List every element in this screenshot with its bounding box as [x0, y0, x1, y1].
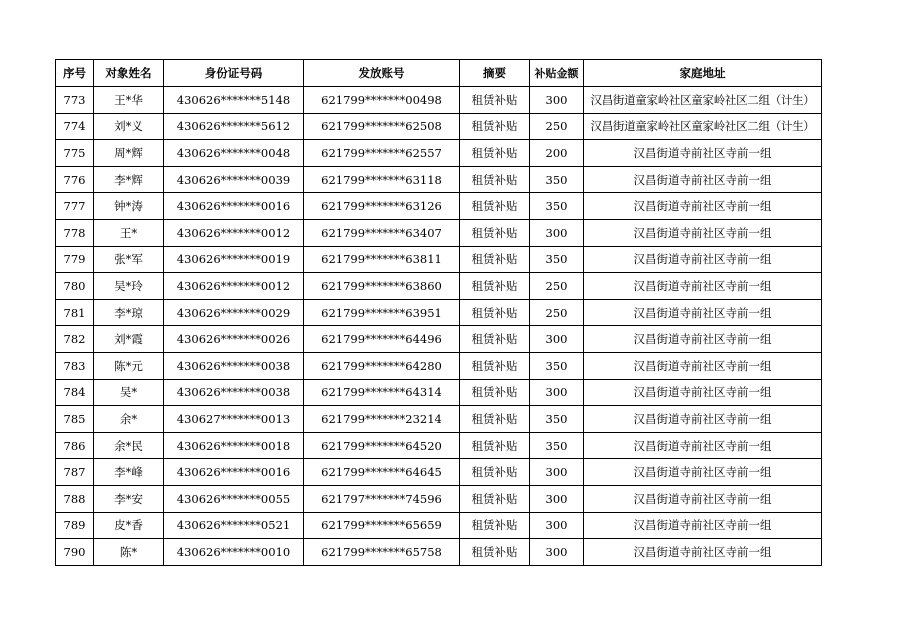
cell-amount: 350 — [530, 246, 584, 273]
cell-summary: 租赁补贴 — [460, 485, 530, 512]
table-row — [56, 352, 822, 379]
cell-summary: 租赁补贴 — [460, 539, 530, 566]
cell-seq: 787 — [56, 459, 94, 486]
table-row — [56, 379, 822, 406]
cell-id-number: 430626*******0010 — [164, 539, 304, 566]
cell-address: 汉昌街道寺前社区寺前一组 — [584, 485, 822, 512]
cell-account: 621799*******63118 — [304, 166, 460, 193]
cell-address: 汉昌街道寺前社区寺前一组 — [584, 379, 822, 406]
cell-name: 王*华 — [94, 87, 164, 114]
table-row — [56, 485, 822, 512]
cell-id-number: 430626*******0048 — [164, 140, 304, 167]
cell-id-number: 430626*******0016 — [164, 193, 304, 220]
cell-summary: 租赁补贴 — [460, 432, 530, 459]
header-name: 对象姓名 — [94, 60, 164, 87]
cell-amount: 300 — [530, 379, 584, 406]
cell-address: 汉昌街道寺前社区寺前一组 — [584, 459, 822, 486]
cell-account: 621799*******64496 — [304, 326, 460, 353]
cell-summary: 租赁补贴 — [460, 140, 530, 167]
cell-account: 621799*******64520 — [304, 432, 460, 459]
cell-id-number: 430627*******0013 — [164, 406, 304, 433]
cell-address: 汉昌街道童家岭社区童家岭社区二组（计生） — [584, 87, 822, 114]
cell-address: 汉昌街道寺前社区寺前一组 — [584, 193, 822, 220]
cell-name: 吴* — [94, 379, 164, 406]
cell-summary: 租赁补贴 — [460, 379, 530, 406]
cell-summary: 租赁补贴 — [460, 352, 530, 379]
cell-amount: 350 — [530, 352, 584, 379]
cell-seq: 781 — [56, 299, 94, 326]
table-row — [56, 113, 822, 140]
cell-address: 汉昌街道寺前社区寺前一组 — [584, 432, 822, 459]
cell-seq: 786 — [56, 432, 94, 459]
cell-account: 621799*******64280 — [304, 352, 460, 379]
cell-address: 汉昌街道寺前社区寺前一组 — [584, 140, 822, 167]
cell-seq: 774 — [56, 113, 94, 140]
cell-address: 汉昌街道寺前社区寺前一组 — [584, 406, 822, 433]
cell-id-number: 430626*******0016 — [164, 459, 304, 486]
cell-seq: 789 — [56, 512, 94, 539]
table-row — [56, 87, 822, 114]
cell-address: 汉昌街道寺前社区寺前一组 — [584, 512, 822, 539]
cell-name: 余* — [94, 406, 164, 433]
cell-seq: 777 — [56, 193, 94, 220]
cell-id-number: 430626*******0521 — [164, 512, 304, 539]
cell-id-number: 430626*******0038 — [164, 379, 304, 406]
table-row — [56, 140, 822, 167]
cell-summary: 租赁补贴 — [460, 87, 530, 114]
table-row — [56, 166, 822, 193]
cell-amount: 350 — [530, 166, 584, 193]
cell-name: 陈*元 — [94, 352, 164, 379]
cell-account: 621799*******63126 — [304, 193, 460, 220]
cell-amount: 250 — [530, 273, 584, 300]
cell-seq: 778 — [56, 219, 94, 246]
cell-amount: 200 — [530, 140, 584, 167]
cell-account: 621799*******65659 — [304, 512, 460, 539]
table-row — [56, 246, 822, 273]
header-account: 发放账号 — [304, 60, 460, 87]
cell-seq: 779 — [56, 246, 94, 273]
cell-seq: 783 — [56, 352, 94, 379]
cell-seq: 785 — [56, 406, 94, 433]
cell-address: 汉昌街道寺前社区寺前一组 — [584, 166, 822, 193]
header-row — [56, 60, 822, 87]
cell-account: 621799*******63811 — [304, 246, 460, 273]
cell-amount: 300 — [530, 485, 584, 512]
cell-summary: 租赁补贴 — [460, 459, 530, 486]
cell-summary: 租赁补贴 — [460, 406, 530, 433]
cell-account: 621799*******62557 — [304, 140, 460, 167]
cell-amount: 300 — [530, 87, 584, 114]
table-row — [56, 193, 822, 220]
cell-name: 李*峰 — [94, 459, 164, 486]
cell-summary: 租赁补贴 — [460, 193, 530, 220]
table-row — [56, 432, 822, 459]
cell-id-number: 430626*******0055 — [164, 485, 304, 512]
table-row — [56, 459, 822, 486]
cell-amount: 300 — [530, 219, 584, 246]
table-row — [56, 326, 822, 353]
table-row — [56, 512, 822, 539]
cell-summary: 租赁补贴 — [460, 219, 530, 246]
cell-name: 李*琼 — [94, 299, 164, 326]
cell-seq: 775 — [56, 140, 94, 167]
cell-summary: 租赁补贴 — [460, 113, 530, 140]
cell-name: 吴*玲 — [94, 273, 164, 300]
cell-address: 汉昌街道寺前社区寺前一组 — [584, 352, 822, 379]
cell-seq: 776 — [56, 166, 94, 193]
cell-id-number: 430626*******0026 — [164, 326, 304, 353]
cell-seq: 784 — [56, 379, 94, 406]
cell-address: 汉昌街道童家岭社区童家岭社区二组（计生） — [584, 113, 822, 140]
cell-summary: 租赁补贴 — [460, 326, 530, 353]
cell-id-number: 430626*******0038 — [164, 352, 304, 379]
header-address: 家庭地址 — [584, 60, 822, 87]
cell-id-number: 430626*******0012 — [164, 219, 304, 246]
cell-id-number: 430626*******0039 — [164, 166, 304, 193]
cell-address: 汉昌街道寺前社区寺前一组 — [584, 539, 822, 566]
cell-name: 王* — [94, 219, 164, 246]
cell-account: 621799*******63951 — [304, 299, 460, 326]
cell-id-number: 430626*******0018 — [164, 432, 304, 459]
cell-seq: 790 — [56, 539, 94, 566]
cell-account: 621799*******23214 — [304, 406, 460, 433]
cell-address: 汉昌街道寺前社区寺前一组 — [584, 219, 822, 246]
cell-amount: 300 — [530, 459, 584, 486]
header-id-number: 身份证号码 — [164, 60, 304, 87]
cell-name: 皮*香 — [94, 512, 164, 539]
cell-amount: 250 — [530, 113, 584, 140]
cell-seq: 788 — [56, 485, 94, 512]
cell-summary: 租赁补贴 — [460, 273, 530, 300]
cell-amount: 350 — [530, 193, 584, 220]
table-row — [56, 406, 822, 433]
cell-summary: 租赁补贴 — [460, 246, 530, 273]
cell-account: 621799*******64645 — [304, 459, 460, 486]
table-row — [56, 273, 822, 300]
cell-name: 张*军 — [94, 246, 164, 273]
cell-name: 陈* — [94, 539, 164, 566]
subsidy-table — [55, 59, 822, 566]
cell-address: 汉昌街道寺前社区寺前一组 — [584, 299, 822, 326]
cell-address: 汉昌街道寺前社区寺前一组 — [584, 246, 822, 273]
cell-amount: 350 — [530, 406, 584, 433]
cell-name: 李*安 — [94, 485, 164, 512]
table-row — [56, 539, 822, 566]
cell-account: 621799*******65758 — [304, 539, 460, 566]
header-amount: 补贴金额 — [530, 60, 584, 87]
cell-seq: 780 — [56, 273, 94, 300]
cell-id-number: 430626*******0019 — [164, 246, 304, 273]
cell-summary: 租赁补贴 — [460, 299, 530, 326]
header-summary: 摘要 — [460, 60, 530, 87]
cell-amount: 300 — [530, 326, 584, 353]
cell-summary: 租赁补贴 — [460, 512, 530, 539]
cell-summary: 租赁补贴 — [460, 166, 530, 193]
cell-id-number: 430626*******5148 — [164, 87, 304, 114]
cell-amount: 300 — [530, 512, 584, 539]
cell-name: 刘*霞 — [94, 326, 164, 353]
cell-name: 李*辉 — [94, 166, 164, 193]
cell-account: 621797*******74596 — [304, 485, 460, 512]
cell-account: 621799*******63407 — [304, 219, 460, 246]
cell-id-number: 430626*******0029 — [164, 299, 304, 326]
table-row — [56, 219, 822, 246]
cell-name: 钟*涛 — [94, 193, 164, 220]
cell-name: 余*民 — [94, 432, 164, 459]
table-row — [56, 299, 822, 326]
cell-id-number: 430626*******0012 — [164, 273, 304, 300]
cell-seq: 782 — [56, 326, 94, 353]
cell-seq: 773 — [56, 87, 94, 114]
cell-account: 621799*******00498 — [304, 87, 460, 114]
header-seq: 序号 — [56, 60, 94, 87]
cell-amount: 250 — [530, 299, 584, 326]
cell-account: 621799*******62508 — [304, 113, 460, 140]
cell-name: 刘*义 — [94, 113, 164, 140]
cell-id-number: 430626*******5612 — [164, 113, 304, 140]
cell-name: 周*辉 — [94, 140, 164, 167]
cell-amount: 350 — [530, 432, 584, 459]
cell-address: 汉昌街道寺前社区寺前一组 — [584, 273, 822, 300]
cell-amount: 300 — [530, 539, 584, 566]
cell-account: 621799*******63860 — [304, 273, 460, 300]
cell-address: 汉昌街道寺前社区寺前一组 — [584, 326, 822, 353]
cell-account: 621799*******64314 — [304, 379, 460, 406]
